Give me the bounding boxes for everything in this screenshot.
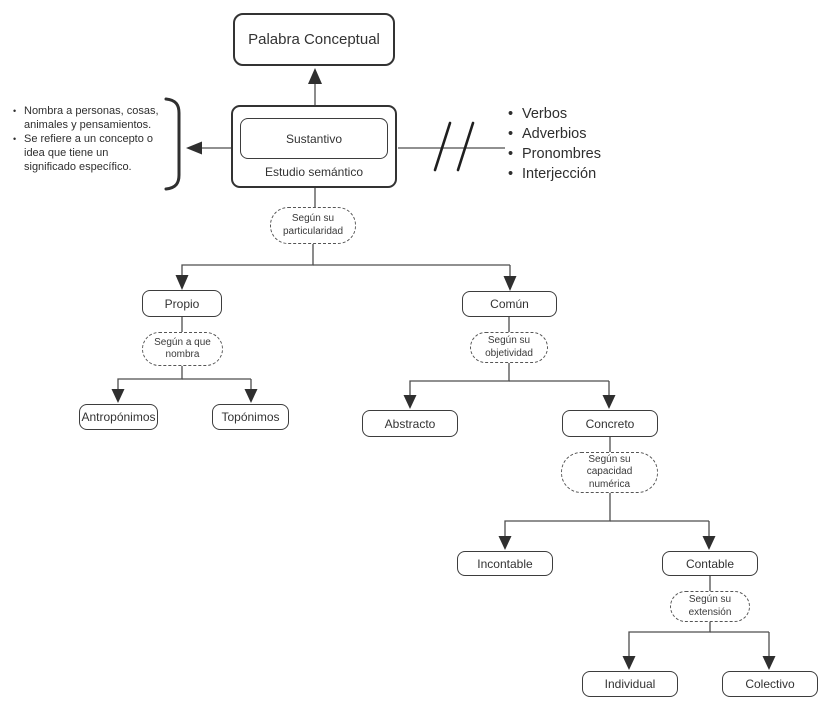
notes-item: • Se refiere a un concepto o idea que tiene un significado específico. [10, 132, 162, 174]
node-incontable: Incontable [457, 551, 553, 576]
criterion-particularidad: Según su particularidad [270, 207, 356, 244]
node-palabra-conceptual-label: Palabra Conceptual [248, 31, 380, 48]
node-contable: Contable [662, 551, 758, 576]
bracket-notes [166, 99, 179, 189]
node-colectivo: Colectivo [722, 671, 818, 697]
edge-capacidad-split [505, 493, 610, 538]
criterion-objetividad: Según su objetividad [470, 332, 548, 363]
node-antroponimos: Antropónimos [79, 404, 158, 430]
criterion-capacidad: Según su capacidad numérica [561, 452, 658, 493]
arrowhead-up-title [308, 68, 322, 84]
node-sustantivo-inner [240, 118, 388, 159]
node-sustantivo-sublabel: Estudio semántico [264, 164, 364, 179]
criterion-extension: Según su extensión [670, 591, 750, 622]
node-individual: Individual [582, 671, 678, 697]
excluded-item: • Verbos [508, 104, 601, 124]
excluded-item: • Adverbios [508, 124, 601, 144]
edge-objetividad-split [410, 363, 509, 397]
notes-item: • Nombra a personas, cosas, animales y pensamientos. [10, 104, 162, 132]
node-sustantivo [231, 105, 397, 188]
notes-list [10, 104, 162, 174]
node-abstracto: Abstracto [362, 410, 458, 437]
node-comun: Común [462, 291, 557, 317]
edge-nombra-split [118, 366, 182, 391]
edge-extension-split [629, 622, 710, 657]
arrowhead-left-notes [186, 142, 202, 155]
node-palabra-conceptual [233, 13, 395, 66]
node-concreto: Concreto [562, 410, 658, 437]
excluded-item: • Interjección [508, 164, 601, 184]
double-slash-icon [435, 123, 473, 170]
edge-particularidad-split [182, 243, 313, 277]
node-propio: Propio [142, 290, 222, 317]
excluded-list [508, 104, 601, 184]
excluded-item: • Pronombres [508, 144, 601, 164]
node-sustantivo-label: Sustantivo [285, 131, 343, 146]
criterion-nombra: Según a que nombra [142, 332, 223, 366]
node-toponimos: Topónimos [212, 404, 289, 430]
